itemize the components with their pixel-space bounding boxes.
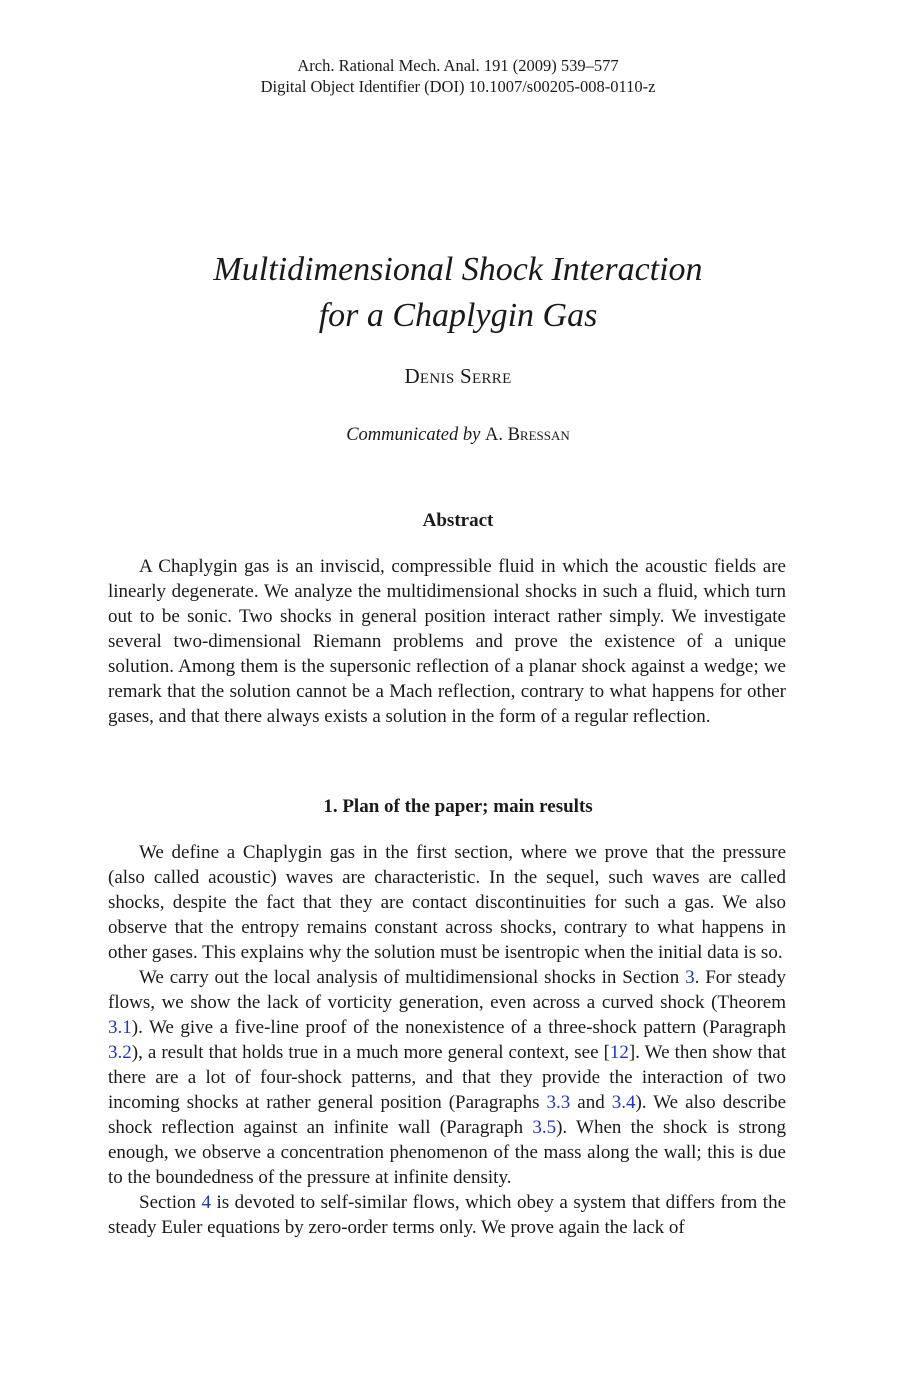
abstract-heading: Abstract (422, 510, 494, 531)
citation-ref-link[interactable]: 12 (609, 1042, 629, 1063)
section-1-heading: 1. Plan of the paper; main results (323, 796, 593, 817)
journal-header (0, 55, 916, 97)
theorem-ref-link[interactable]: 3.1 (108, 1017, 132, 1038)
section-1-paragraph-1: We define a Chaplygin gas in the first section, where we prove that the pressure (also called acoustic) waves are characteristic. In the sequel, such waves are called shocks, despite the fact that they are contact discontinuities for such a gas. We also observe that the entropy remains constant across shocks, contrary to what happens in other gases. This explains why the solution must be isentropic when the initial data is so. (108, 842, 786, 963)
paragraph-text: . For steady flows, we show the lack of vorticity generation, even across a curved shock (Theorem (108, 967, 786, 1013)
section-ref-link[interactable]: 4 (201, 1192, 211, 1213)
paragraph-ref-link[interactable]: 3.3 (546, 1092, 571, 1113)
abstract-body (108, 554, 786, 729)
author-name: Denis Serre (404, 364, 512, 388)
section-1-paragraph-3 (108, 1190, 786, 1240)
paragraph-ref-link[interactable]: 3.5 (532, 1117, 557, 1138)
communicated-label: Communicated by (346, 425, 481, 445)
paragraph-text: ). We give a five-line proof of the nonexistence of a three-shock pattern (Paragraph (131, 1017, 786, 1038)
paragraph-text: We carry out the local analysis of multidimensional shocks in Section (139, 967, 686, 988)
paragraph-text: ]. We then show that there are a lot of four-shock patterns, and that they provide the interaction of two incoming shocks at rather general position (Paragraphs (108, 1042, 786, 1113)
paragraph-text: ). We also describe shock reflection against an infinite wall (Paragraph (108, 1092, 786, 1138)
paper-title-line-1: Multidimensional Shock Interaction (213, 251, 703, 288)
section-1-body (108, 840, 786, 1240)
communicated-by (0, 425, 916, 446)
communicated-name: A. Bressan (484, 425, 570, 445)
journal-citation: Arch. Rational Mech. Anal. 191 (2009) 539–577 (297, 56, 619, 75)
paragraph-text: ), a result that holds true in a much more general context, see [ (131, 1042, 610, 1063)
section-ref-link[interactable]: 3 (685, 967, 695, 988)
paragraph-text: and (570, 1092, 612, 1113)
paragraph-text: is devoted to self-similar flows, which obey a system that differs from the steady Euler equations by zero-order terms only. We prove again the lack of (108, 1192, 786, 1238)
paper-title-line-2: for a Chaplygin Gas (318, 297, 598, 334)
paper-title (0, 247, 916, 339)
doi-line: Digital Object Identifier (DOI) 10.1007/s00205-008-0110-z (260, 77, 656, 96)
section-1-paragraph-2 (108, 965, 786, 1190)
paragraph-text: Section (139, 1192, 202, 1213)
paragraph-ref-link[interactable]: 3.2 (108, 1042, 132, 1063)
abstract-paragraph: A Chaplygin gas is an inviscid, compressible fluid in which the acoustic fields are linearly degenerate. We analyze the multidimensional shocks in such a fluid, which turn out to be sonic. Two shocks in general position interact rather simply. We investigate several two-dimensional Riemann problems and prove the existence of a unique solution. Among them is the supersonic reflection of a planar shock against a wedge; we remark that the solution cannot be a Mach reflection, contrary to what happens for other gases, and that there always exists a solution in the form of a regular reflection. (108, 556, 786, 727)
paragraph-ref-link[interactable]: 3.4 (611, 1092, 636, 1113)
paragraph-text: ). When the shock is strong enough, we observe a concentration phenomenon of the mass along the wall; this is due to the boundedness of the pressure at infinite density. (108, 1117, 786, 1188)
